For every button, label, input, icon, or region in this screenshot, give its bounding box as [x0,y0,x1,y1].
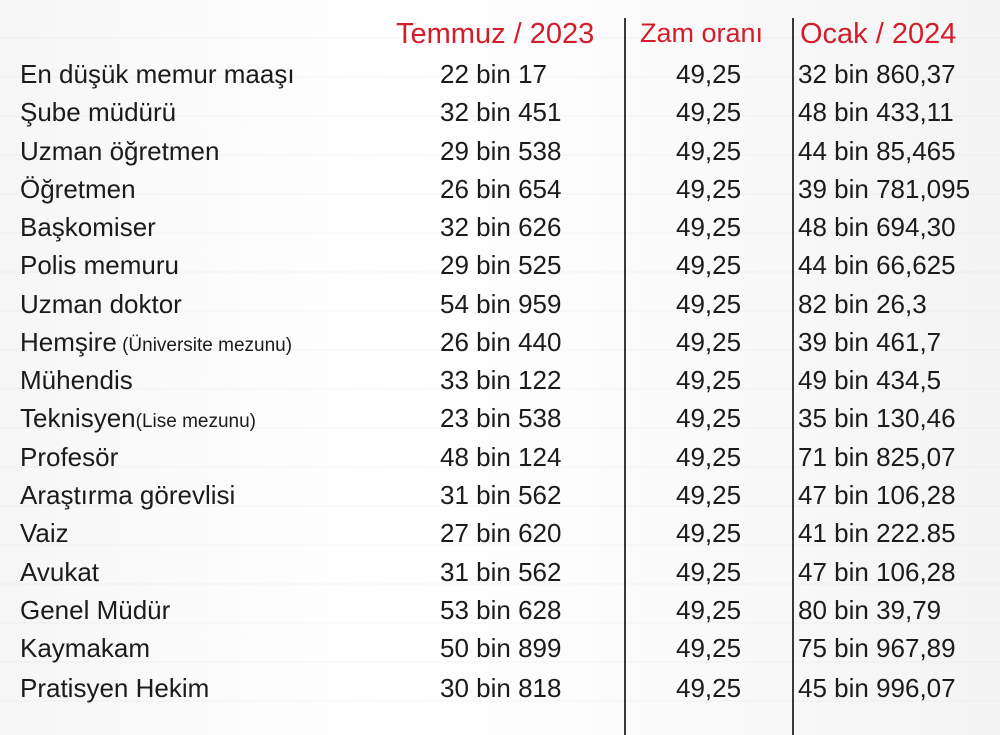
position-name: Şube müdürü [20,97,177,127]
raise-rate: 49,25 [676,480,742,510]
salary-january-2024: 44 bin 66,625 [798,250,956,280]
position-name: Vaiz [20,518,69,548]
position-name: Avukat [20,557,100,587]
raise-rate: 49,25 [676,633,742,663]
position-name: Profesör [20,442,119,472]
salary-january-2024: 49 bin 434,5 [798,365,942,395]
table-row [0,361,1000,399]
position-name: Öğretmen [20,174,136,204]
position-name-cell [20,629,150,667]
position-name-cell [20,170,136,208]
salary-january-2024: 44 bin 85,465 [798,136,956,166]
position-name-cell [20,399,256,437]
raise-rate: 49,25 [676,212,742,242]
raise-rate: 49,25 [676,442,742,472]
table-row [0,438,1000,476]
raise-rate: 49,25 [676,59,742,89]
position-name: Pratisyen Hekim [20,673,210,703]
position-name-cell [20,285,182,323]
salary-july-2023: 53 bin 628 [440,595,562,625]
salary-january-2024: 47 bin 106,28 [798,557,956,587]
raise-rate: 49,25 [676,365,742,395]
position-name: Kaymakam [20,633,151,663]
salary-july-2023: 27 bin 620 [440,518,562,548]
position-name-cell [20,438,118,476]
table-row [0,246,1000,284]
salary-july-2023: 26 bin 440 [440,327,562,357]
salary-july-2023: 31 bin 562 [440,557,562,587]
table-row [0,132,1000,170]
raise-rate: 49,25 [676,289,742,319]
table-row [0,93,1000,131]
salary-july-2023: 50 bin 899 [440,633,562,663]
position-name: Araştırma görevlisi [20,480,236,510]
salary-july-2023: 26 bin 654 [440,174,562,204]
position-name: Başkomiser [20,212,156,242]
salary-july-2023: 31 bin 562 [440,480,562,510]
position-name: En düşük memur maaşı [20,59,295,89]
salary-july-2023: 29 bin 525 [440,250,562,280]
position-note: (Lise mezunu) [135,411,257,432]
salary-january-2024: 41 bin 222.85 [798,518,956,548]
position-name-cell [20,55,295,93]
salary-january-2024: 47 bin 106,28 [798,480,956,510]
table-row [0,55,1000,93]
raise-rate: 49,25 [676,557,742,587]
salary-january-2024: 71 bin 825,07 [798,442,956,472]
table-row [0,170,1000,208]
position-name-cell [20,323,292,361]
position-name-cell [20,476,235,514]
table-row [0,553,1000,591]
raise-rate: 49,25 [676,518,742,548]
table-row [0,669,1000,707]
position-name: Polis memuru [20,250,179,280]
salary-july-2023: 32 bin 626 [440,212,562,242]
salary-january-2024: 75 bin 967,89 [798,633,956,663]
table-row [0,591,1000,629]
table-row [0,323,1000,361]
position-name-cell [20,132,219,170]
raise-rate: 49,25 [676,136,742,166]
raise-rate: 49,25 [676,327,742,357]
salary-january-2024: 48 bin 433,11 [798,97,954,127]
position-name-cell [20,361,133,399]
table-row [0,629,1000,667]
position-name-cell [20,93,176,131]
position-note: (Üniversite mezunu) [116,335,293,356]
salary-july-2023: 30 bin 818 [440,673,562,703]
raise-rate: 49,25 [676,673,742,703]
salary-january-2024: 39 bin 461,7 [798,327,942,357]
table-row [0,208,1000,246]
salary-january-2024: 45 bin 996,07 [798,673,956,703]
position-name-cell [20,246,179,284]
raise-rate: 49,25 [676,250,742,280]
position-name: Genel Müdür [20,595,171,625]
table-row [0,399,1000,437]
table-row [0,476,1000,514]
header-temmuz-2023: Temmuz / 2023 [396,18,595,50]
salary-july-2023: 22 bin 17 [440,59,547,89]
position-name-cell [20,208,156,246]
salary-july-2023: 33 bin 122 [440,365,562,395]
salary-july-2023: 32 bin 451 [440,97,562,127]
table-row [0,514,1000,552]
salary-january-2024: 48 bin 694,30 [798,212,956,242]
salary-july-2023: 23 bin 538 [440,403,562,433]
raise-rate: 49,25 [676,174,742,204]
position-name: Teknisyen [20,403,136,433]
raise-rate: 49,25 [676,97,742,127]
position-name: Uzman öğretmen [20,136,220,166]
salary-july-2023: 54 bin 959 [440,289,562,319]
salary-july-2023: 29 bin 538 [440,136,562,166]
raise-rate: 49,25 [676,595,742,625]
table-row [0,285,1000,323]
salary-january-2024: 39 bin 781,095 [798,174,971,204]
position-name: Mühendis [20,365,133,395]
position-name: Hemşire [20,327,117,357]
position-name-cell [20,514,69,552]
header-zam-orani: Zam oranı [640,18,764,48]
position-name: Uzman doktor [20,289,182,319]
salary-january-2024: 32 bin 860,37 [798,59,956,89]
position-name-cell [20,669,209,707]
salary-january-2024: 35 bin 130,46 [798,403,956,433]
position-name-cell [20,553,99,591]
raise-rate: 49,25 [676,403,742,433]
salary-january-2024: 80 bin 39,79 [798,595,942,625]
salary-january-2024: 82 bin 26,3 [798,289,927,319]
position-name-cell [20,591,170,629]
salary-july-2023: 48 bin 124 [440,442,562,472]
header-ocak-2024: Ocak / 2024 [800,18,957,50]
